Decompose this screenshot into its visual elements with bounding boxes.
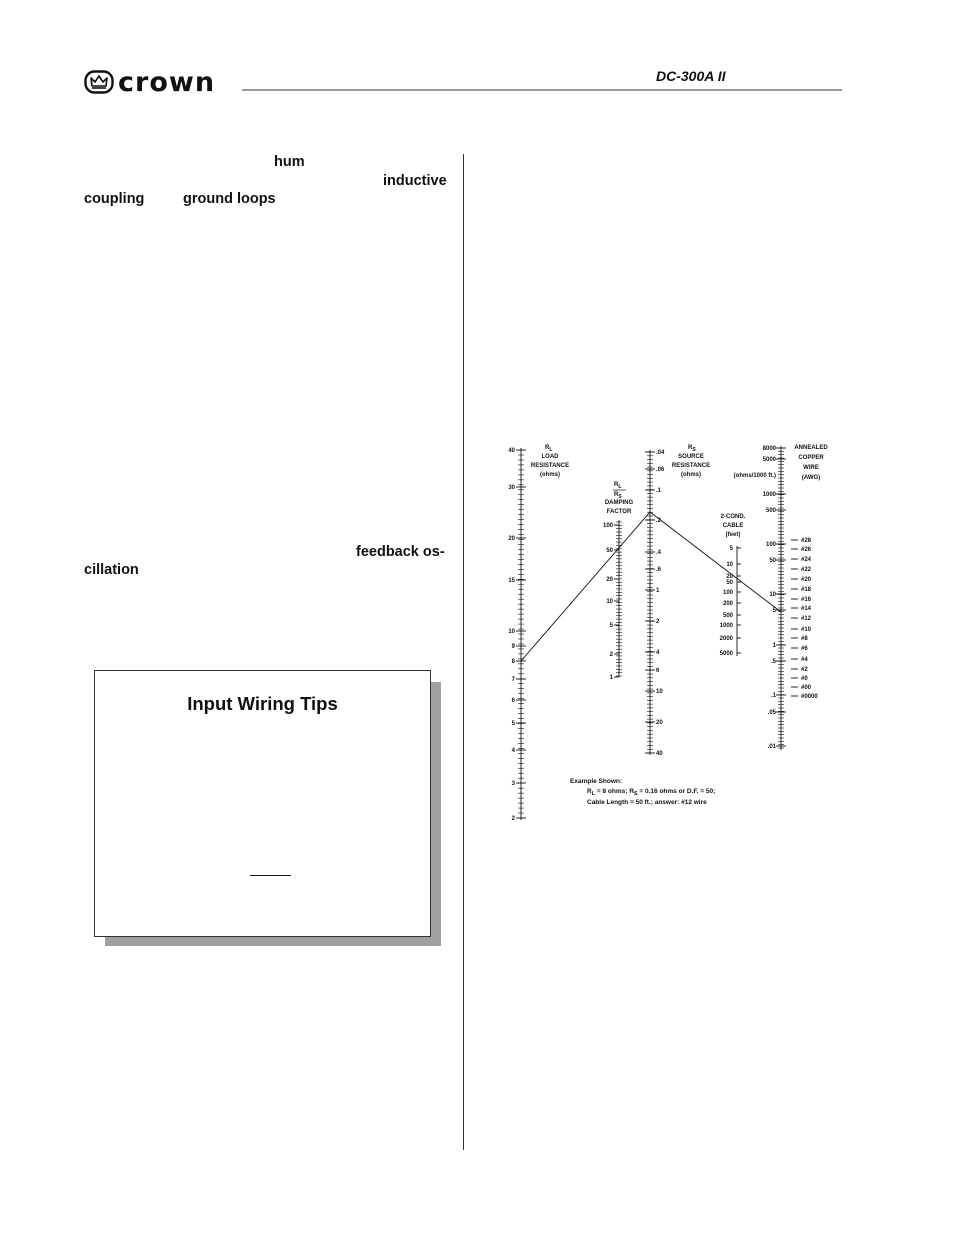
- cable-scale-tick-label: 100: [722, 590, 733, 596]
- term-hum: hum: [274, 154, 305, 170]
- damping-scale-tick-label: 5: [609, 623, 613, 629]
- load-scale-tick-label: 40: [508, 448, 515, 454]
- awg-scale-title: COPPER: [798, 455, 824, 461]
- awg-tick-label: #0000: [801, 694, 818, 700]
- damping-scale-title: DAMPING: [604, 500, 634, 506]
- brand-wordmark: crown: [118, 66, 216, 98]
- cable-scale-tick-label: 5: [729, 546, 733, 552]
- damping-scale-tick-label: 1: [609, 675, 613, 681]
- cable-scale-tick-label: 50: [726, 580, 733, 586]
- cable-scale-tick-label: 20: [726, 574, 733, 580]
- awg-scale-title: WIRE: [803, 465, 819, 471]
- source-scale-tick-label: .4: [656, 550, 662, 556]
- resistance-per-kft-tick-label: 50: [769, 558, 776, 564]
- awg-tick-label: #18: [801, 587, 812, 593]
- load-scale-tick-label: 6: [511, 698, 515, 704]
- awg-tick-label: #16: [801, 597, 812, 603]
- resistance-per-kft-tick-label: 100: [765, 542, 776, 548]
- damping-scale-tick-label: 50: [606, 548, 613, 554]
- awg-tick-label: #2: [801, 667, 808, 673]
- source-scale-symbol: $R_S$: [688, 445, 696, 453]
- term-feedback-oscillation-2: cillation: [84, 562, 139, 578]
- load-scale-tick-label: 2: [511, 816, 515, 822]
- damping-ratio-numerator: $R_L$: [614, 482, 622, 490]
- awg-tick-label: #10: [801, 627, 812, 633]
- source-scale-tick-label: .1: [656, 488, 662, 494]
- awg-tick-label: #28: [801, 538, 812, 544]
- damping-scale-tick-label: 20: [606, 577, 613, 583]
- cable-scale-tick-label: 500: [722, 613, 733, 619]
- awg-tick-label: #8: [801, 636, 808, 642]
- load-scale-tick-label: 4: [511, 748, 515, 754]
- resistance-per-kft-tick-label: .1: [770, 693, 776, 699]
- column-divider: [463, 154, 464, 1150]
- resistance-per-kft-label: (ohms/1000 ft.): [733, 473, 776, 479]
- source-scale-tick-label: .06: [656, 467, 665, 473]
- awg-tick-label: #20: [801, 577, 812, 583]
- source-scale-tick-label: 10: [656, 689, 663, 695]
- term-feedback-oscillation-1: feedback os-: [356, 544, 445, 560]
- load-scale-symbol: $R_L$: [545, 445, 553, 453]
- cable-scale-tick-label: 5000: [719, 651, 733, 657]
- source-scale-tick-label: 1: [656, 588, 660, 594]
- resistance-per-kft-tick-label: .01: [767, 744, 776, 750]
- tips-box-underline: [250, 875, 291, 876]
- source-scale-tick-label: 20: [656, 720, 663, 726]
- cable-scale-title: CABLE: [722, 523, 744, 529]
- term-ground-loops: ground loops: [183, 191, 276, 207]
- load-scale-tick-label: 15: [508, 578, 515, 584]
- nomogram-figure: [500, 440, 840, 825]
- resistance-per-kft-tick-label: 8000: [762, 446, 776, 452]
- source-scale-tick-label: 40: [656, 751, 663, 757]
- cable-scale-tick-label: 1000: [719, 623, 733, 629]
- source-scale-title: (ohms): [681, 472, 701, 478]
- resistance-per-kft-tick-label: .05: [767, 710, 776, 716]
- cable-scale-tick-label: 200: [722, 601, 733, 607]
- awg-scale-title: (AWG): [801, 475, 821, 481]
- load-scale-tick-label: 8: [511, 659, 515, 665]
- load-scale-tick-label: 5: [511, 721, 515, 727]
- awg-scale-title: ANNEALED: [794, 445, 828, 451]
- load-scale-tick-label: 20: [508, 536, 515, 542]
- load-scale-tick-label: 7: [511, 677, 515, 683]
- example-solution-line: [521, 512, 781, 661]
- awg-tick-label: #00: [801, 685, 812, 691]
- load-scale-title: LOAD: [541, 454, 559, 460]
- term-inductive: inductive: [383, 173, 447, 189]
- example-heading: Example Shown:: [570, 778, 623, 785]
- damping-scale-tick-label: 100: [602, 523, 613, 529]
- awg-tick-label: #14: [801, 606, 812, 612]
- resistance-per-kft-tick-label: 10: [769, 592, 776, 598]
- resistance-per-kft-tick-label: 5000: [762, 457, 776, 463]
- damping-scale-tick-label: 10: [606, 599, 613, 605]
- cable-scale-title: (feet): [725, 532, 741, 538]
- source-scale-tick-label: .2: [656, 518, 662, 524]
- resistance-per-kft-tick-label: 1: [772, 643, 776, 649]
- tips-box: [94, 670, 431, 937]
- cable-scale-title: 2-COND.: [720, 514, 746, 520]
- awg-tick-label: #24: [801, 557, 812, 563]
- header-rule: [242, 89, 842, 91]
- resistance-per-kft-tick-label: 5: [772, 608, 776, 614]
- term-coupling: coupling: [84, 191, 145, 207]
- source-scale-tick-label: 4: [656, 650, 660, 656]
- cable-scale-tick-label: 10: [726, 562, 733, 568]
- awg-tick-label: #4: [801, 657, 808, 663]
- crown-logo: [84, 68, 215, 96]
- awg-tick-label: #0: [801, 676, 808, 682]
- resistance-per-kft-tick-label: 1000: [762, 492, 776, 498]
- awg-tick-label: #6: [801, 646, 808, 652]
- source-scale-tick-label: .04: [656, 450, 665, 456]
- source-scale-tick-label: 2: [656, 619, 660, 625]
- wire-gauge-nomogram: [500, 440, 840, 825]
- load-scale-tick-label: 10: [508, 629, 515, 635]
- load-scale-title: RESISTANCE: [530, 463, 570, 469]
- damping-scale-title: FACTOR: [606, 509, 632, 515]
- example-line-1: $R_L = 8$ ohms; $R_S = 0.16$ ohms or D.F. = 50;: [587, 788, 716, 797]
- load-scale-tick-label: 9: [511, 644, 515, 650]
- awg-tick-label: #26: [801, 547, 812, 553]
- crown-icon: [84, 70, 114, 94]
- source-scale-title: RESISTANCE: [671, 463, 711, 469]
- cable-scale-tick-label: 2000: [719, 636, 733, 642]
- resistance-per-kft-tick-label: 500: [765, 508, 776, 514]
- source-scale-tick-label: .6: [656, 567, 662, 573]
- damping-ratio-denominator: $R_S$: [614, 492, 622, 500]
- load-scale-title: (ohms): [540, 472, 560, 478]
- tips-box-title: Input Wiring Tips: [187, 693, 338, 714]
- awg-tick-label: #12: [801, 616, 812, 622]
- source-scale-tick-label: 6: [656, 668, 660, 674]
- awg-tick-label: #22: [801, 567, 812, 573]
- model-name: DC-300A II: [656, 68, 726, 84]
- example-line-2: Cable Length = 50 ft.; answer: #12 wire: [587, 799, 707, 806]
- load-scale-tick-label: 30: [508, 485, 515, 491]
- source-scale-title: SOURCE: [678, 454, 704, 460]
- resistance-per-kft-tick-label: .5: [770, 659, 776, 665]
- load-scale-tick-label: 3: [511, 781, 515, 787]
- damping-scale-tick-label: 2: [609, 652, 613, 658]
